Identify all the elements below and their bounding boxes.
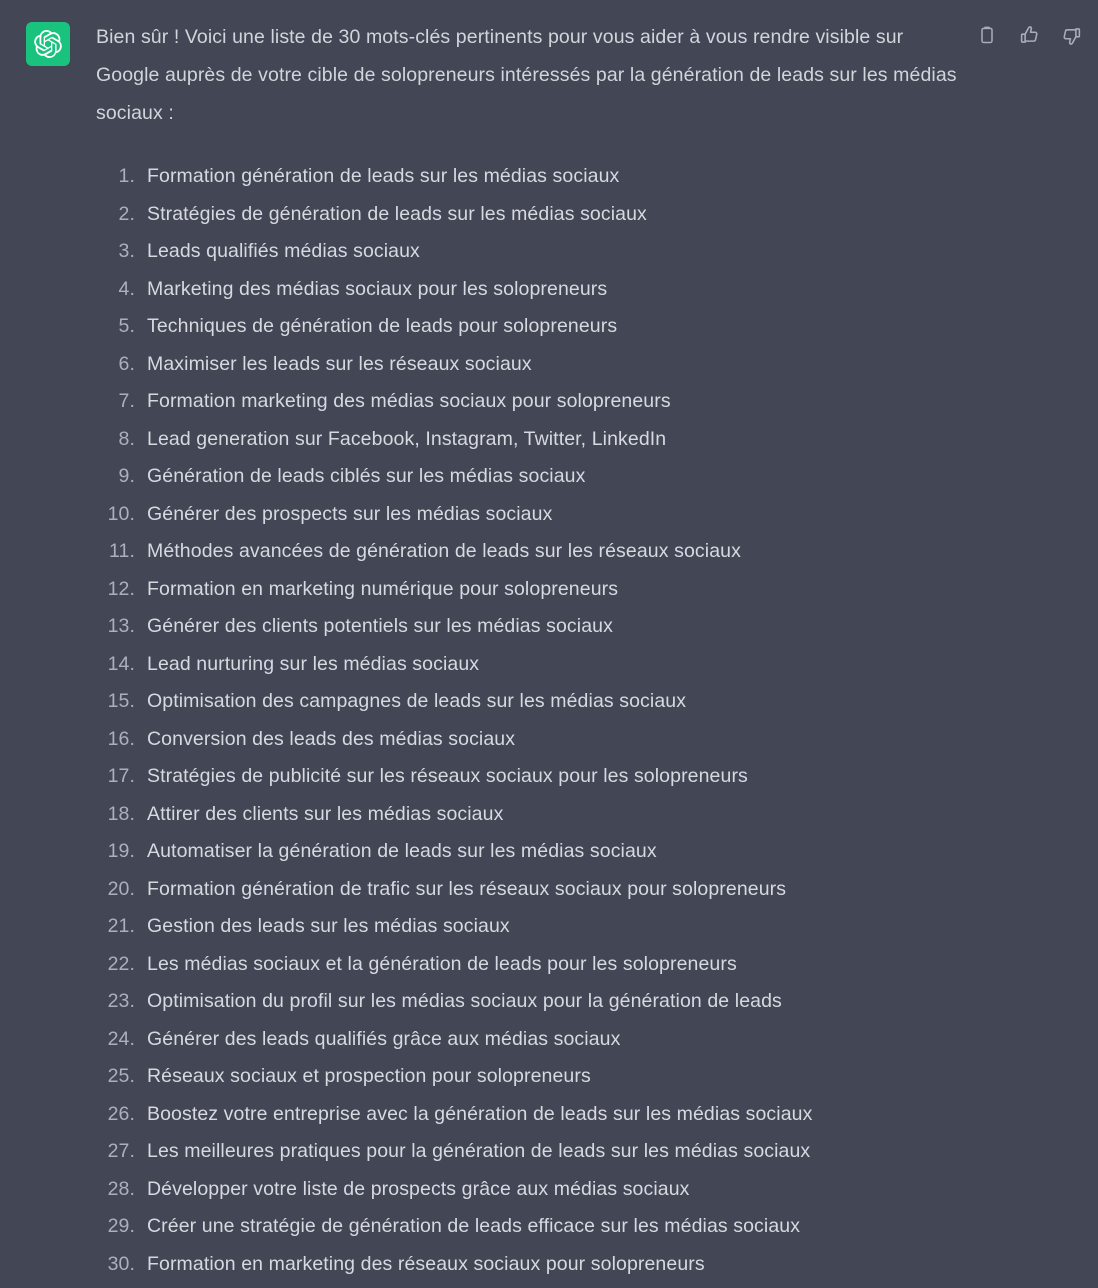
list-item-number: 11.	[109, 540, 135, 562]
list-item	[96, 1171, 968, 1209]
list-item	[96, 383, 968, 421]
list-item-label: Formation génération de trafic sur les réseaux sociaux pour solopreneurs	[147, 877, 787, 900]
list-item	[96, 946, 968, 984]
avatar	[26, 22, 70, 66]
list-item	[96, 346, 968, 384]
list-item-number: 1.	[118, 165, 135, 187]
message-body	[96, 18, 1098, 1283]
list-item-number: 24.	[107, 1027, 135, 1050]
list-item	[96, 1058, 968, 1096]
list-item-label: Génération de leads ciblés sur les médias sociaux	[147, 465, 586, 487]
list-item-label: Stratégies de génération de leads sur les médias sociaux	[147, 202, 647, 225]
list-item-label: Lead generation sur Facebook, Instagram, Twitter, LinkedIn	[147, 427, 667, 450]
thumbs-up-button[interactable]	[1016, 22, 1042, 48]
list-item	[96, 271, 968, 309]
list-item-label: Marketing des médias sociaux pour les solopreneurs	[147, 277, 608, 300]
list-item-label: Stratégies de publicité sur les réseaux sociaux pour les solopreneurs	[147, 765, 748, 787]
list-item-number: 22.	[107, 952, 135, 975]
list-item-number: 16.	[107, 727, 135, 750]
list-item-number: 14.	[107, 652, 135, 675]
list-item-number: 20.	[107, 877, 135, 900]
intro-paragraph: Bien sûr ! Voici une liste de 30 mots-clés pertinents pour vous aider à vous rendre visible sur Google auprès de votre cible de solopreneurs intéressés par la génération de leads sur les médias sociaux :	[96, 26, 963, 124]
list-item-number: 9.	[118, 465, 135, 487]
list-item-number: 19.	[107, 840, 135, 862]
list-item-label: Générer des prospects sur les médias sociaux	[147, 502, 553, 525]
list-item-number: 29.	[107, 1215, 135, 1237]
message-actions-toolbar	[974, 22, 1084, 48]
list-item-number: 12.	[107, 577, 135, 600]
list-item-number: 17.	[107, 765, 135, 787]
list-item-number: 15.	[107, 690, 135, 712]
list-item	[96, 571, 968, 609]
list-item-number: 18.	[107, 802, 135, 825]
list-item-label: Générer des clients potentiels sur les médias sociaux	[147, 615, 613, 637]
list-item-label: Formation marketing des médias sociaux pour solopreneurs	[147, 390, 671, 412]
list-item	[96, 233, 968, 271]
list-item-label: Développer votre liste de prospects grâce aux médias sociaux	[147, 1177, 690, 1200]
list-item	[96, 608, 968, 646]
avatar-column	[0, 18, 96, 66]
list-item	[96, 758, 968, 796]
list-item-number: 3.	[118, 240, 135, 262]
list-item-label: Générer des leads qualifiés grâce aux médias sociaux	[147, 1027, 621, 1050]
list-item-label: Formation en marketing des réseaux sociaux pour solopreneurs	[147, 1252, 705, 1275]
list-item-label: Techniques de génération de leads pour solopreneurs	[147, 315, 618, 337]
list-item-number: 7.	[118, 390, 135, 412]
list-item-number: 28.	[107, 1177, 135, 1200]
list-item	[96, 196, 968, 234]
list-item	[96, 646, 968, 684]
copy-button[interactable]	[974, 22, 1000, 48]
list-item-label: Maximiser les leads sur les réseaux sociaux	[147, 352, 532, 375]
list-item-label: Attirer des clients sur les médias sociaux	[147, 802, 504, 825]
list-item-label: Les meilleures pratiques pour la génération de leads sur les médias sociaux	[147, 1140, 811, 1162]
list-item-number: 21.	[107, 915, 135, 937]
list-item-label: Formation génération de leads sur les médias sociaux	[147, 165, 620, 187]
list-item-label: Boostez votre entreprise avec la génération de leads sur les médias sociaux	[147, 1102, 813, 1125]
list-item-label: Créer une stratégie de génération de leads efficace sur les médias sociaux	[147, 1215, 801, 1237]
list-item	[96, 1208, 968, 1246]
list-item	[96, 421, 968, 459]
openai-logo-icon	[34, 30, 62, 58]
list-item	[96, 533, 968, 571]
list-item-label: Gestion des leads sur les médias sociaux	[147, 915, 510, 937]
list-item-label: Méthodes avancées de génération de leads sur les réseaux sociaux	[147, 540, 741, 562]
list-item	[96, 308, 968, 346]
list-item	[96, 833, 968, 871]
list-item-number: 2.	[118, 202, 135, 225]
thumbs-down-button[interactable]	[1058, 22, 1084, 48]
list-item-label: Lead nurturing sur les médias sociaux	[147, 652, 480, 675]
list-item	[96, 983, 968, 1021]
list-item	[96, 496, 968, 534]
list-item-number: 27.	[107, 1140, 135, 1162]
list-item-label: Leads qualifiés médias sociaux	[147, 240, 420, 262]
list-item-number: 4.	[118, 277, 135, 300]
list-item	[96, 1133, 968, 1171]
list-item-number: 23.	[107, 990, 135, 1012]
thumbs-up-icon	[1019, 25, 1040, 46]
list-item	[96, 871, 968, 909]
list-item-number: 26.	[107, 1102, 135, 1125]
list-item-number: 10.	[107, 502, 135, 525]
list-item-label: Conversion des leads des médias sociaux	[147, 727, 516, 750]
clipboard-icon	[977, 25, 997, 45]
list-item	[96, 1021, 968, 1059]
list-item	[96, 908, 968, 946]
list-item-label: Automatiser la génération de leads sur les médias sociaux	[147, 840, 657, 862]
list-item-label: Les médias sociaux et la génération de leads pour les solopreneurs	[147, 952, 737, 975]
list-item	[96, 683, 968, 721]
list-item-number: 6.	[118, 352, 135, 375]
thumbs-down-icon	[1061, 25, 1082, 46]
list-item-label: Optimisation des campagnes de leads sur les médias sociaux	[147, 690, 687, 712]
list-item-label: Réseaux sociaux et prospection pour solopreneurs	[147, 1065, 591, 1087]
list-item	[96, 1096, 968, 1134]
list-item-label: Optimisation du profil sur les médias sociaux pour la génération de leads	[147, 990, 782, 1012]
list-item-label: Formation en marketing numérique pour solopreneurs	[147, 577, 619, 600]
list-item-number: 13.	[107, 615, 135, 637]
list-item	[96, 158, 968, 196]
list-item-number: 5.	[118, 315, 135, 337]
list-item-number: 25.	[107, 1065, 135, 1087]
list-item	[96, 458, 968, 496]
keyword-list	[96, 158, 968, 1283]
list-item-number: 30.	[107, 1252, 135, 1275]
list-item	[96, 1246, 968, 1284]
list-item	[96, 721, 968, 759]
list-item-number: 8.	[118, 427, 135, 450]
list-item	[96, 796, 968, 834]
